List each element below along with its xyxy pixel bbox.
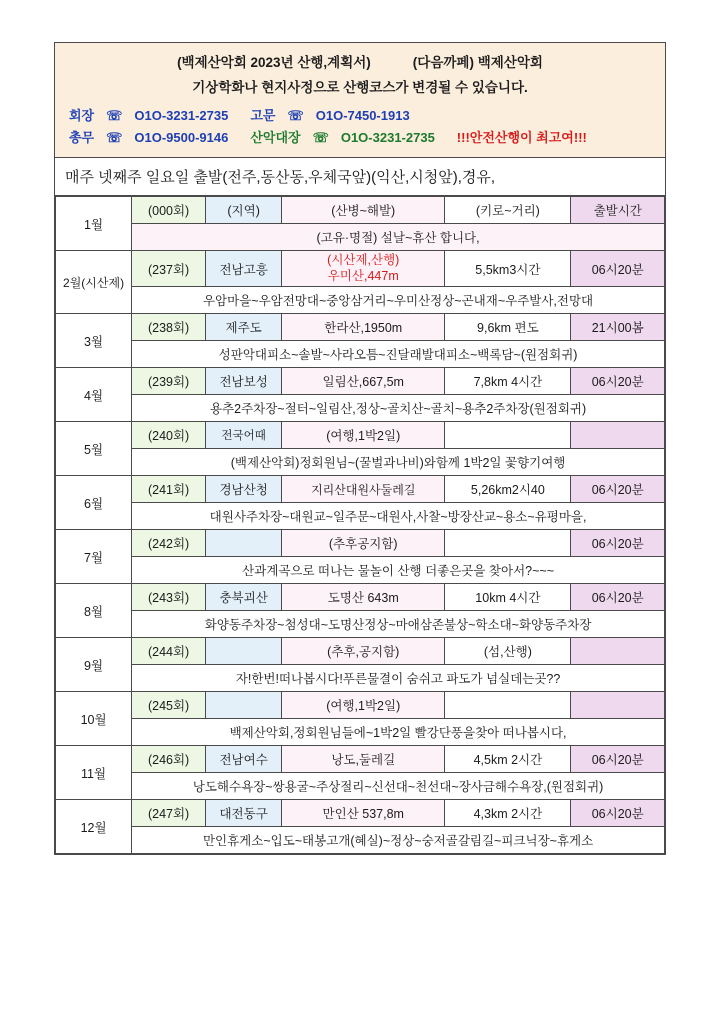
- hike-peak-note: (시산제,산행): [327, 253, 400, 268]
- hike-number: (239회): [132, 368, 206, 395]
- hike-distance: [445, 692, 571, 719]
- hike-distance: 7,8km 4시간: [445, 368, 571, 395]
- hike-course: 용추2주차장~절터~일림산,정상~골치산~골치~용추2주차장(원점회귀): [132, 395, 665, 422]
- hike-peak: (추후공지함): [282, 530, 445, 557]
- table-row: [56, 692, 665, 719]
- advisor-label: 고문: [250, 107, 276, 123]
- month-cell-march: 3월: [56, 314, 132, 368]
- hike-number: (241회): [132, 476, 206, 503]
- schedule-table: [55, 196, 665, 854]
- table-row: [56, 341, 665, 368]
- header-title-right: (다음까페) 백제산악회: [412, 55, 543, 70]
- table-row: [56, 287, 665, 314]
- month-cell-january: 1월: [56, 197, 132, 251]
- hike-departure-time: 06시20분: [571, 476, 665, 503]
- phone-icon: ☏: [312, 129, 329, 145]
- departure-route-note: 매주 넷째주 일요일 출발(전주,동산동,우체국앞)(익산,시청앞),경유,: [55, 158, 665, 196]
- hike-number: (244회): [132, 638, 206, 665]
- hike-area: [206, 692, 282, 719]
- table-row: [56, 197, 665, 224]
- hike-distance: 9,6km 편도: [445, 314, 571, 341]
- hike-departure-time: 06시20분: [571, 800, 665, 827]
- column-header-no: (000회): [132, 197, 206, 224]
- hike-distance: 5,5km3시간: [445, 251, 571, 287]
- january-note: (고유·명절) 설날~휴산 합니다,: [132, 224, 665, 251]
- hike-number: (238회): [132, 314, 206, 341]
- table-row: [56, 251, 665, 287]
- table-row: [56, 530, 665, 557]
- hike-peak: [282, 251, 445, 287]
- header-title-row: [63, 53, 657, 74]
- treasurer-label: 총무: [69, 129, 95, 145]
- hike-departure-time: 06시20분: [571, 251, 665, 287]
- hike-departure-time: 06시20분: [571, 368, 665, 395]
- table-row: [56, 665, 665, 692]
- hike-area: [206, 530, 282, 557]
- hike-number: (247회): [132, 800, 206, 827]
- chairman-label: 회장: [69, 107, 95, 123]
- table-row: [56, 368, 665, 395]
- hike-area: 경남산청: [206, 476, 282, 503]
- chairman-phone: O1O-3231-2735: [134, 107, 229, 123]
- hike-course: 대원사주차장~대원교~일주문~대원사,사찰~방장산교~용소~유평마을,: [132, 503, 665, 530]
- month-cell-may: 5월: [56, 422, 132, 476]
- phone-icon: ☏: [287, 107, 304, 123]
- table-row: [56, 773, 665, 800]
- table-row: [56, 314, 665, 341]
- table-row: [56, 584, 665, 611]
- column-header-distance: (키로~거리): [445, 197, 571, 224]
- hike-number: (240회): [132, 422, 206, 449]
- hike-distance: (섬,산행): [445, 638, 571, 665]
- hike-departure-time: [571, 692, 665, 719]
- hike-area: 전남고흥: [206, 251, 282, 287]
- month-cell-february: 2월(시산제): [56, 251, 132, 314]
- plan-sheet: [54, 42, 666, 855]
- column-header-departure-time: 출발시간: [571, 197, 665, 224]
- hike-distance: [445, 422, 571, 449]
- table-row: [56, 719, 665, 746]
- hike-peak: 도명산 643m: [282, 584, 445, 611]
- table-row: [56, 449, 665, 476]
- hike-area: 충북괴산: [206, 584, 282, 611]
- month-cell-august: 8월: [56, 584, 132, 638]
- hike-distance: [445, 530, 571, 557]
- header-contacts-line-2: [63, 127, 657, 149]
- table-row: [56, 557, 665, 584]
- hiking-captain-phone: O1O-3231-2735: [340, 129, 435, 145]
- hike-peak: 만인산 537,8m: [282, 800, 445, 827]
- header-contacts-line-1: [63, 99, 657, 127]
- hike-peak: 낭도,둘레길: [282, 746, 445, 773]
- month-cell-november: 11월: [56, 746, 132, 800]
- hiking-captain-label: 산악대장: [250, 129, 301, 145]
- hike-area: [206, 638, 282, 665]
- hike-distance: 4,3km 2시간: [445, 800, 571, 827]
- hike-distance: 10km 4시간: [445, 584, 571, 611]
- column-header-peak: (산병~해발): [282, 197, 445, 224]
- hike-departure-time: 21시00봄: [571, 314, 665, 341]
- hike-departure-time: [571, 422, 665, 449]
- hike-course: 자!한번!떠나봅시다!푸른물결이 숨쉬고 파도가 넘실데는곳??: [132, 665, 665, 692]
- hike-departure-time: 06시20분: [571, 746, 665, 773]
- hike-area: 전남여수: [206, 746, 282, 773]
- hike-number: (246회): [132, 746, 206, 773]
- hike-course: 화양동주차장~첨성대~도명산정상~마애삼존불상~학소대~화양동주차장: [132, 611, 665, 638]
- month-cell-october: 10월: [56, 692, 132, 746]
- month-cell-december: 12월: [56, 800, 132, 854]
- hike-number: (237회): [132, 251, 206, 287]
- column-header-area: (지역): [206, 197, 282, 224]
- hike-distance: 5,26km2시40: [445, 476, 571, 503]
- hike-departure-time: [571, 638, 665, 665]
- hike-area: 전국어때: [206, 422, 282, 449]
- hike-course: (백제산악회)정회원님~(꿀벌과나비)와함께 1박2일 꽃향기여행: [132, 449, 665, 476]
- treasurer-phone: O1O-9500-9146: [134, 129, 229, 145]
- table-row: [56, 224, 665, 251]
- month-cell-september: 9월: [56, 638, 132, 692]
- hike-area: 전남보성: [206, 368, 282, 395]
- hike-peak-name: 우미산,447m: [327, 268, 399, 283]
- hike-course: 우암마을~우암전망대~중앙삼거리~우미산정상~곤내재~우주발사,전망대: [132, 287, 665, 314]
- table-row: [56, 800, 665, 827]
- hike-peak: (추후,공지함): [282, 638, 445, 665]
- hike-distance: 4,5km 2시간: [445, 746, 571, 773]
- hike-peak: (여행,1박2일): [282, 422, 445, 449]
- month-cell-april: 4월: [56, 368, 132, 422]
- table-row: [56, 395, 665, 422]
- table-row: [56, 422, 665, 449]
- table-row: [56, 827, 665, 854]
- hike-peak: (여행,1박2일): [282, 692, 445, 719]
- hike-course: 산과계곡으로 떠나는 물놀이 산행 더좋은곳을 찾아서?~~~: [132, 557, 665, 584]
- hike-peak: 일림산,667,5m: [282, 368, 445, 395]
- hike-course: 만인휴게소~입도~태봉고개(혜실)~정상~숭저골갈림길~피크닉장~휴게소: [132, 827, 665, 854]
- phone-icon: ☏: [106, 107, 123, 123]
- hike-peak: 지리산대원사둘레길: [282, 476, 445, 503]
- table-row: [56, 476, 665, 503]
- table-row: [56, 746, 665, 773]
- hike-number: (245회): [132, 692, 206, 719]
- hike-number: (242회): [132, 530, 206, 557]
- hike-area: 대전동구: [206, 800, 282, 827]
- phone-icon: ☏: [106, 129, 123, 145]
- advisor-phone: O1O-7450-1913: [315, 107, 410, 123]
- document-header: [55, 43, 665, 158]
- month-cell-july: 7월: [56, 530, 132, 584]
- month-cell-june: 6월: [56, 476, 132, 530]
- hike-departure-time: 06시20분: [571, 584, 665, 611]
- hike-peak: 한라산,1950m: [282, 314, 445, 341]
- hike-departure-time: 06시20분: [571, 530, 665, 557]
- safety-slogan: !!!안전산행이 최고여!!!: [456, 129, 587, 145]
- header-subtitle: 기상학화나 현지사정으로 산행코스가 변경될 수 있습니다.: [192, 79, 528, 95]
- table-row: [56, 611, 665, 638]
- hike-course: 낭도해수욕장~쌍용굴~주상절리~신선대~천선대~장사금해수욕장,(원점회귀): [132, 773, 665, 800]
- hike-course: 성판악대피소~솔발~사라오틈~진달래발대피소~백록담~(원점회귀): [132, 341, 665, 368]
- table-row: [56, 638, 665, 665]
- hike-course: 백제산악회,정회원님들에~1박2일 빨강단풍을찾아 떠나봅시다,: [132, 719, 665, 746]
- table-row: [56, 503, 665, 530]
- hike-number: (243회): [132, 584, 206, 611]
- header-title-left: (백제산악회 2023년 산행,계획서): [177, 55, 371, 70]
- hike-area: 제주도: [206, 314, 282, 341]
